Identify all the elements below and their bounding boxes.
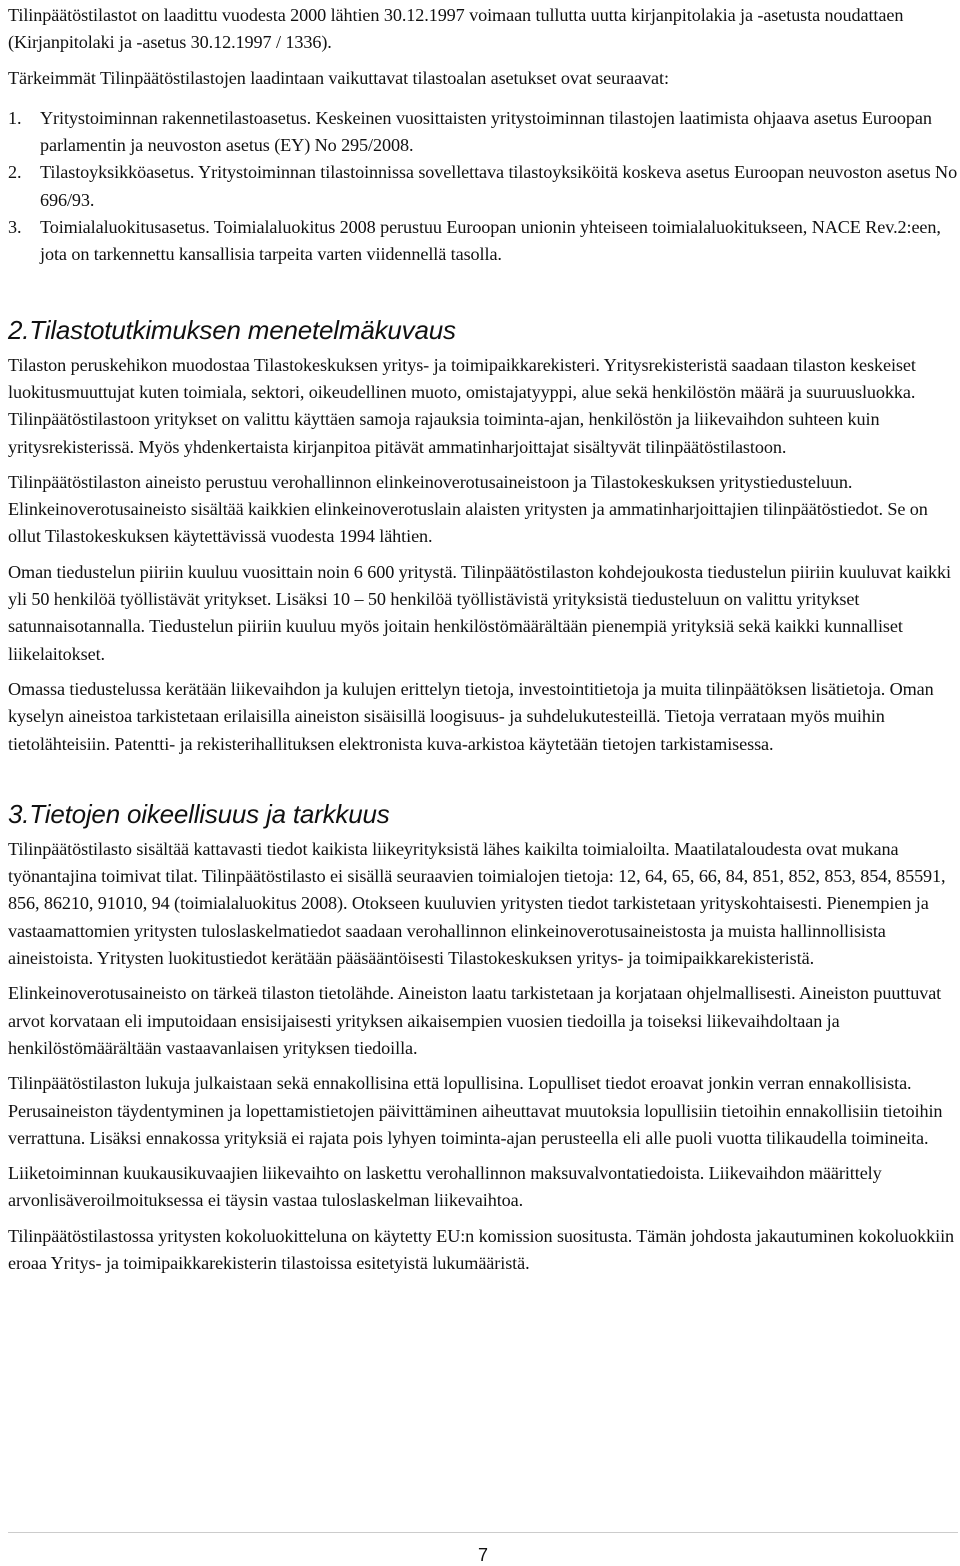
page-number: 7 (477, 1545, 488, 1565)
list-item (8, 105, 958, 160)
regulation-list (8, 105, 958, 269)
section-paragraph: Tilinpäätöstilasto sisältää kattavasti tiedot kaikista liikeyrityksistä lähes kaikilta toimialoilta. Maatilataloudesta ovat mukana työnantajina toimivat tilat. Tilinpäätöstilasto ei sisällä seuraavien toimialojen tietoja: 12, 64, 65, 66, 84, 851, 852, 853, 854, 85591, 856, 86210, 91010, 94 (toimialaluokitus 2008). Otokseen kuuluvien yritysten tiedot tarkistetaan yrityskohtaisesti. Pienempien ja vastaamattomien yritysten tuloslaskelmatiedot saadaan verohallinnon elinkeinoverotusaineistosta ja muista hallinnollisista aineistoista. Yritysten luokitustiedot kerätään pääsääntöisesti Tilastokeskuksen yritys- ja toimipaikkarekisteristä. (8, 838, 946, 969)
section-heading: 3.Tietojen oikeellisuus ja tarkkuus (8, 798, 390, 829)
document-page (8, 0, 958, 1277)
intro (8, 0, 958, 92)
section-paragraph: Omassa tiedustelussa kerätään liikevaihdon ja kulujen erittelyn tietoja, investointitietoja ja muita tilinpäätöksen lisätietoja. Oman kyselyn aineistoa tarkistetaan erilaisilla aineiston sisäisillä loogisuus- ja suhdelukutesteillä. Tietoja verrataan myös muihin tietolähteisiin. Patentti- ja rekisterihallituksen elektronista kuva-arkistoa käytetään tietojen tarkistamisessa. (8, 678, 934, 754)
list-item-text: Yritystoiminnan rakennetilastoasetus. Keskeinen vuosittaisten yritystoiminnan tilastojen laatimista ohjaava asetus Euroopan parlamentin ja neuvoston asetus (EY) No 295/2008. (40, 107, 932, 156)
section-paragraph: Elinkeinoverotusaineisto on tärkeä tilaston tietolähde. Aineiston laatu tarkistetaan ja korjataan ohjelmallisesti. Aineiston puuttuvat arvot korvataan eli imputoidaan ensisijaisesti yrityksen aikaisempien vuosien tiedoilla ja toiseksi liikevaihdoltaan ja henkilöstömäärältään vastaavanlaisen yrityksen tiedoilla. (8, 983, 942, 1058)
list-item-number: 3. (8, 217, 22, 238)
list-item-text: Tilastoyksikköasetus. Yritystoiminnan tilastoinnissa sovellettava tilastoyksiköitä koskeva asetus Euroopan neuvoston asetus No 696/93. (40, 162, 958, 210)
section-paragraph: Oman tiedustelun piiriin kuuluu vuosittain noin 6 600 yritystä. Tilinpäätöstilaston kohdejoukosta tiedustelun piiriin kuuluvat kaikki yli 50 henkilöä työllistävät yritykset. Lisäksi 10 – 50 henkilöä työllistävistä yrityksistä tiedusteluun on valittu yritykset satunnaisotannalla. Tiedustelun piiriin kuuluu myös joitain henkilöstömäärältään pienempiä yrityksiä sekä kaikki kunnalliset liikelaitokset. (8, 561, 952, 664)
section-methodology (8, 312, 958, 758)
list-item-number: 2. (8, 162, 22, 183)
section-accuracy (8, 796, 958, 1277)
section-paragraph: Tilinpäätöstilaston aineisto perustuu verohallinnon elinkeinoverotusaineistoon ja Tilastokeskuksen yritystiedusteluun. Elinkeinoverotusaineisto sisältää kaikkien elinkeinoverotuslain alaisten yritysten ja ammatinharjoittajien tilinpäätöstiedot. Se on ollut Tilastokeskuksen käytettävissä vuodesta 1994 lähtien. (8, 471, 928, 547)
section-paragraph: Tilinpäätöstilastossa yritysten kokoluokitteluna on käytetty EU:n komission suositusta. Tämän johdosta jakautuminen kokoluokkiin eroaa Yritys- ja toimipaikkarekisterin tilastoissa esitetyistä lukumääristä. (8, 1225, 955, 1273)
section-paragraph: Tilaston peruskehikon muodostaa Tilastokeskuksen yritys- ja toimipaikkarekisteri. Yritysrekisteristä saadaan tilaston keskeiset luokitusmuuttujat kuten toimiala, sektori, oikeudellinen muoto, omistajatyyppi, alue sekä henkilöstön määrä ja suuruusluokka. Tilinpäätöstilastoon yritykset on valittu käyttäen samoja rajauksia toiminta-ajan, henkilöstön ja liikevaihdon suhteen kuin yritysrekisterissä. Myös yhdenkertaista kirjanpitoa pitävät ammatinharjoittajat sisältyvät tilinpäätöstilastoon. (8, 354, 916, 457)
section-paragraph: Liiketoiminnan kuukausikuvaajien liikevaihto on laskettu verohallinnon maksuvalvontatiedoista. Liikevaihdon määrittely arvonlisäveroilmoituksessa ei täysin vastaa tuloslaskelman liikevaihtoa. (8, 1163, 882, 1211)
list-item-number: 1. (8, 107, 22, 128)
list-item-text: Toimialaluokitusasetus. Toimialaluokitus 2008 perustuu Euroopan unionin yhteiseen toimialaluokitukseen, NACE Rev.2:een, jota on tarkennettu kansallisia tarpeita varten viidennellä tasolla. (40, 217, 941, 265)
intro-paragraph: Tärkeimmät Tilinpäätöstilastojen laadintaan vaikuttavat tilastoalan asetukset ovat seuraavat: (8, 67, 669, 88)
list-item (8, 214, 958, 269)
intro-paragraph: Tilinpäätöstilastot on laadittu vuodesta 2000 lähtien 30.12.1997 voimaan tullutta uutta kirjanpitolakia ja -asetusta noudattaen (Kirjanpitolaki ja -asetus 30.12.1997 / 1336). (8, 5, 904, 53)
list-item (8, 159, 958, 214)
section-paragraph: Tilinpäätöstilaston lukuja julkaistaan sekä ennakollisina että lopullisina. Lopulliset tiedot eroavat jonkin verran ennakollisista. Perusaineiston täydentyminen ja lopettamistietojen päivittäminen aiheuttavat muutoksia lopullisiin tietoihin ennakollisiin tietoihin verrattuna. Lisäksi ennakossa yrityksiä ei rajata pois lyhyen toiminta-ajan perusteella eli alle puoli vuotta tilikaudella toimineita. (8, 1073, 943, 1148)
footer-divider (8, 1532, 958, 1533)
section-heading: 2.Tilastotutkimuksen menetelmäkuvaus (8, 314, 456, 345)
